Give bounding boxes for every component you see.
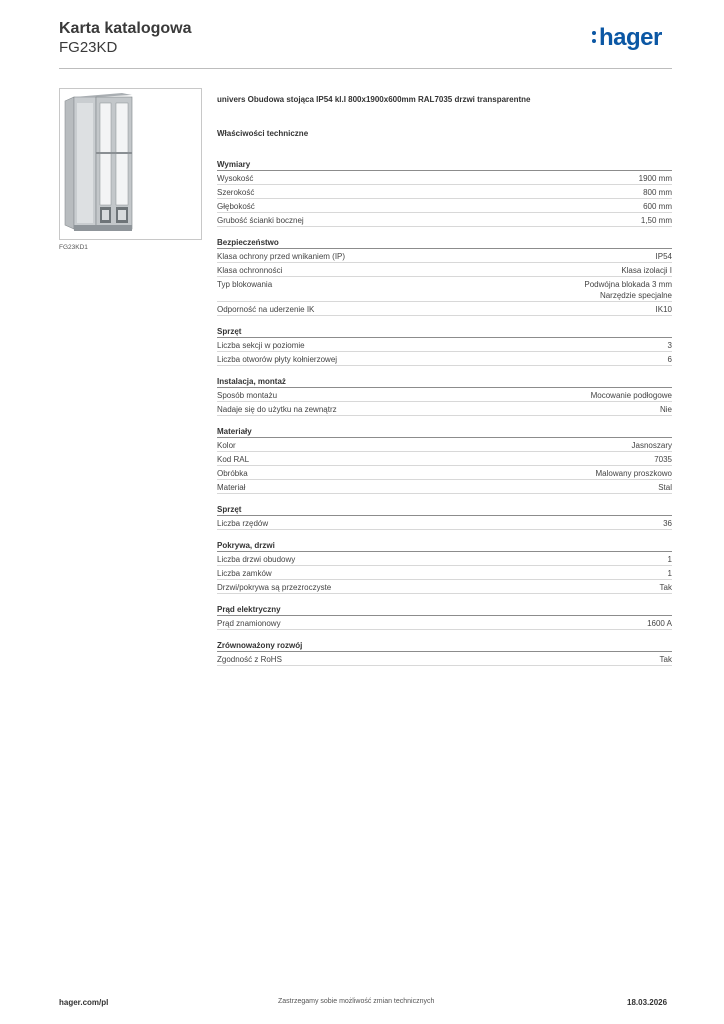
section-heading: Materiały (217, 426, 672, 438)
property-label: Obróbka (217, 469, 248, 478)
property-label: Wysokość (217, 174, 254, 183)
property-row (217, 616, 672, 630)
property-value (621, 265, 672, 276)
property-value-line: 36 (663, 519, 672, 528)
property-row (217, 302, 672, 316)
property-label: Grubość ścianki bocznej (217, 216, 304, 225)
properties-sections (217, 159, 672, 666)
property-label: Liczba drzwi obudowy (217, 555, 296, 564)
property-row (217, 249, 672, 263)
hager-logo (592, 26, 662, 50)
property-section (217, 426, 672, 494)
property-row (217, 516, 672, 530)
property-value-line: 1 (667, 555, 672, 564)
logo-text: hager (599, 24, 662, 51)
property-row (217, 566, 672, 580)
property-label: Sposób montażu (217, 391, 278, 400)
property-value (656, 304, 672, 315)
property-label: Głębokość (217, 202, 255, 211)
property-row (217, 277, 672, 302)
property-value (660, 404, 672, 415)
property-value-line: Tak (659, 655, 672, 664)
section-heading: Sprzęt (217, 504, 672, 516)
property-label: Nadaje się do użytku na zewnątrz (217, 405, 337, 414)
property-value (596, 468, 672, 479)
image-caption: FG23KD1 (59, 244, 88, 251)
property-value-line: Malowany proszkowo (595, 469, 672, 478)
property-row (217, 199, 672, 213)
property-value-line: Mocowanie podłogowe (590, 391, 672, 400)
property-row (217, 580, 672, 594)
property-value-line: 1 (667, 569, 672, 578)
property-label: Kod RAL (217, 455, 250, 464)
property-row (217, 263, 672, 277)
property-label: Liczba otworów płyty kołnierzowej (217, 355, 338, 364)
property-value (591, 390, 672, 401)
property-value (658, 482, 672, 493)
property-label: Typ blokowania (217, 280, 273, 289)
section-heading: Sprzęt (217, 326, 672, 338)
property-value (584, 279, 672, 301)
section-heading: Instalacja, montaż (217, 376, 672, 388)
property-label: Klasa ochrony przed wnikaniem (IP) (217, 252, 346, 261)
product-image (59, 88, 202, 240)
property-value-line: Podwójna blokada 3 mm (584, 280, 672, 289)
property-value-line: Klasa izolacji I (621, 266, 672, 275)
property-label: Liczba sekcji w poziomie (217, 341, 305, 350)
property-value-line: 1900 mm (638, 174, 672, 183)
property-label: Szerokość (217, 188, 255, 197)
property-row (217, 185, 672, 199)
property-label: Odporność na uderzenie IK (217, 305, 315, 314)
property-label: Drzwi/pokrywa są przezroczyste (217, 583, 332, 592)
property-row (217, 480, 672, 494)
property-value (641, 215, 672, 226)
property-section (217, 540, 672, 594)
property-label: Liczba zamków (217, 569, 272, 578)
property-value-line: 800 mm (643, 188, 672, 197)
section-heading: Prąd elektryczny (217, 604, 672, 616)
property-value-line: 600 mm (643, 202, 672, 211)
property-value-line: 7035 (654, 455, 672, 464)
property-section (217, 504, 672, 530)
property-label: Zgodność z RoHS (217, 655, 282, 664)
property-section (217, 159, 672, 227)
product-content (217, 95, 672, 666)
property-value-line: Narzędzie specjalne (599, 291, 672, 300)
property-value-line: IK10 (655, 305, 672, 314)
property-section (217, 326, 672, 366)
property-value (663, 518, 672, 529)
section-heading: Pokrywa, drzwi (217, 540, 672, 552)
property-value (660, 582, 672, 593)
property-value (632, 440, 672, 451)
property-value-line: Tak (659, 583, 672, 592)
section-heading: Wymiary (217, 159, 672, 171)
footer-website-link[interactable]: hager.com/pl (59, 998, 109, 1007)
property-value-line: Stal (658, 483, 672, 492)
property-value-line: Jasnoszary (631, 441, 672, 450)
property-value (656, 251, 672, 262)
property-value (643, 201, 672, 212)
logo-dots-icon (592, 30, 597, 44)
property-row (217, 552, 672, 566)
property-row (217, 466, 672, 480)
property-row (217, 438, 672, 452)
property-value (668, 354, 672, 365)
product-description: univers Obudowa stojąca IP54 kl.I 800x1900x600mm RAL7035 drzwi transparentne (217, 95, 531, 104)
property-row (217, 402, 672, 416)
property-value (668, 554, 672, 565)
property-section (217, 376, 672, 416)
property-value-line: 1600 A (647, 619, 672, 628)
property-section (217, 640, 672, 666)
footer-notice: Zastrzegamy sobie możliwość zmian technicznych (278, 998, 435, 1005)
property-value (668, 568, 672, 579)
property-value-line: 3 (667, 341, 672, 350)
property-value-line: 6 (667, 355, 672, 364)
property-row (217, 388, 672, 402)
property-row (217, 213, 672, 227)
property-value (660, 654, 672, 665)
enclosure-cabinet-image (60, 89, 201, 239)
property-row (217, 652, 672, 666)
property-row (217, 171, 672, 185)
property-label: Kolor (217, 441, 236, 450)
footer-date: 18.03.2026 (627, 998, 668, 1007)
property-value (654, 454, 672, 465)
product-reference: FG23KD (59, 39, 118, 56)
tech-properties-title: Właściwości techniczne (217, 129, 309, 138)
property-value (668, 340, 672, 351)
property-row (217, 352, 672, 366)
section-heading: Bezpieczeństwo (217, 237, 672, 249)
property-label: Materiał (217, 483, 246, 492)
property-value-line: Nie (659, 405, 672, 414)
property-row (217, 338, 672, 352)
property-label: Liczba rzędów (217, 519, 269, 528)
property-section (217, 604, 672, 630)
property-value (643, 187, 672, 198)
property-label: Klasa ochronności (217, 266, 283, 275)
property-value (639, 173, 672, 184)
property-label: Prąd znamionowy (217, 619, 281, 628)
section-heading: Zrównoważony rozwój (217, 640, 672, 652)
property-value (647, 618, 672, 629)
header-divider (59, 68, 672, 69)
page-title: Karta katalogowa (59, 20, 192, 37)
property-row (217, 452, 672, 466)
property-section (217, 237, 672, 316)
property-value-line: 1,50 mm (640, 216, 672, 225)
property-value-line: IP54 (655, 252, 672, 261)
